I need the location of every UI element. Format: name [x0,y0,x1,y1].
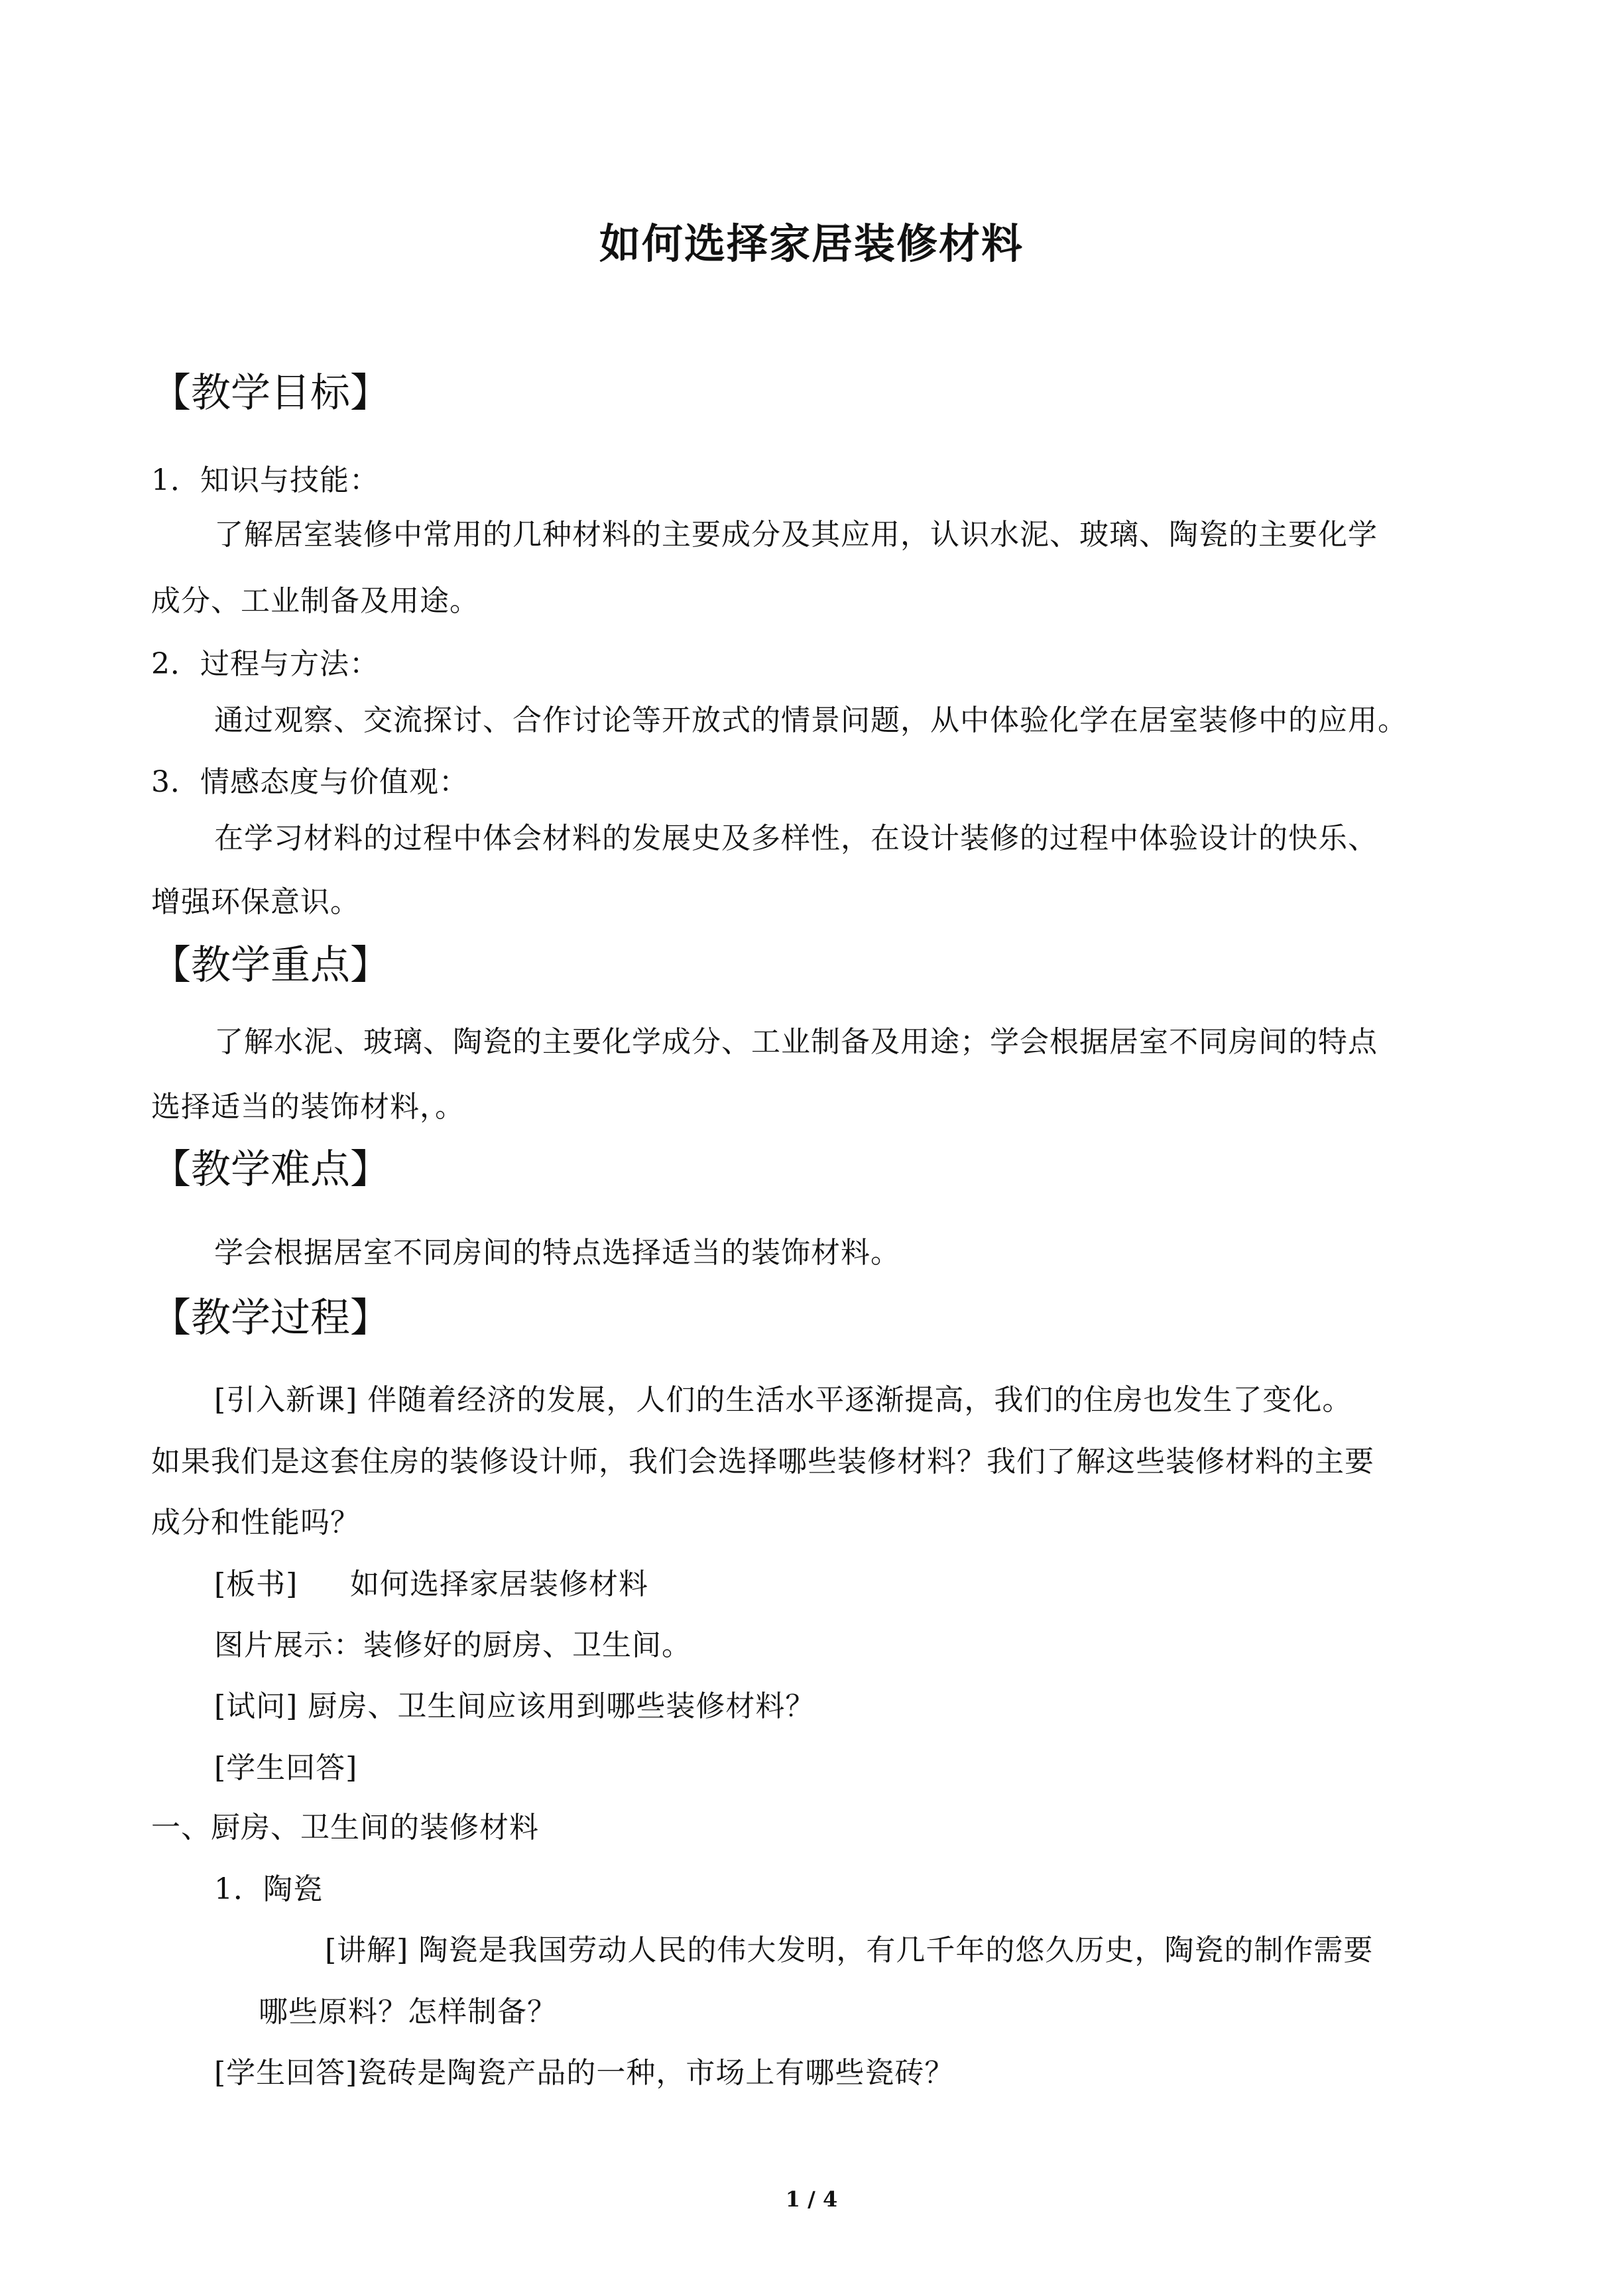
board-text: 如何选择家居装修材料 [350,1567,648,1601]
part-1-heading: 一、厨房、卫生间的装修材料 [151,1811,539,1844]
sub-1-heading: 1．陶瓷 [214,1872,323,1906]
question: [试问] 厨房、卫生间应该用到哪些装修材料？ [214,1689,815,1723]
objective-1-text: 了解居室装修中常用的几种材料的主要成分及其应用，认识水泥、玻璃、陶瓷的主要化学 [214,518,1378,552]
student-answer: [学生回答] [214,1751,358,1785]
board-tag: [板书] [214,1567,298,1601]
section-heading-difficulties: 【教学难点】 [151,1146,390,1193]
explain-text: [讲解] 陶瓷是我国劳动人民的伟大发明，有几千年的悠久历史，陶瓷的制作需要 [325,1933,1374,1967]
objective-3-text-cont: 增强环保意识。 [151,885,360,919]
objective-1-label: 1．知识与技能： [151,463,379,497]
page-number: 1 / 4 [785,2187,838,2212]
objective-2-label: 2．过程与方法： [151,647,379,681]
process-intro-end: 成分和性能吗？ [151,1506,360,1540]
section-heading-objectives: 【教学目标】 [151,370,390,416]
objective-2-text: 通过观察、交流探讨、合作讨论等开放式的情景问题，从中体验化学在居室装修中的应用。 [214,703,1408,737]
process-intro-cont: 如果我们是这套住房的装修设计师，我们会选择哪些装修材料？我们了解这些装修材料的主要 [151,1445,1374,1479]
objective-3-text: 在学习材料的过程中体会材料的发展史及多样性，在设计装修的过程中体验设计的快乐、 [214,821,1378,855]
picture-display: 图片展示：装修好的厨房、卫生间。 [214,1628,691,1662]
explain-text-cont: 哪些原料？怎样制备？ [259,1995,557,2029]
difficulties-text: 学会根据居室不同房间的特点选择适当的装饰材料。 [214,1236,900,1270]
objective-1-text-cont: 成分、工业制备及用途。 [151,584,479,618]
page-title: 如何选择家居装修材料 [599,219,1024,268]
section-heading-process: 【教学过程】 [151,1295,390,1341]
section-heading-key-points: 【教学重点】 [151,942,390,989]
student-answer-2: [学生回答]瓷砖是陶瓷产品的一种，市场上有哪些瓷砖？ [214,2056,955,2090]
process-intro: [引入新课] 伴随着经济的发展，人们的生活水平逐渐提高，我们的住房也发生了变化。 [214,1383,1352,1417]
key-points-text: 了解水泥、玻璃、陶瓷的主要化学成分、工业制备及用途；学会根据居室不同房间的特点 [214,1025,1378,1059]
key-points-text-cont: 选择适当的装饰材料，。 [151,1090,465,1124]
objective-3-label: 3．情感态度与价值观： [151,765,469,799]
